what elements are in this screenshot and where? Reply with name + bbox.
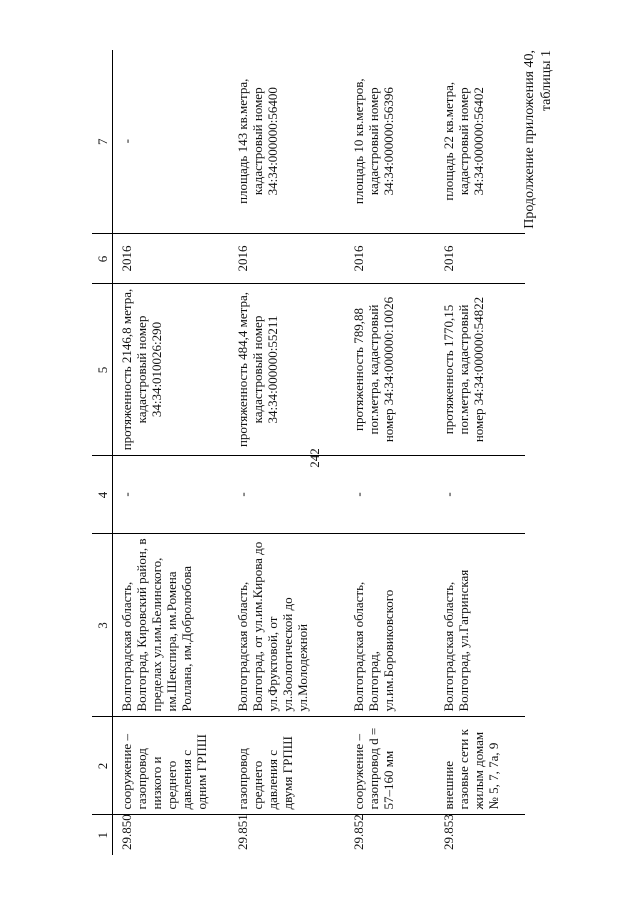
year: 2016 — [345, 234, 435, 284]
row-number: 29.853 — [440, 814, 456, 850]
object-address: Волгоградская область, Волгоград, от ул.им.Кирова до ул.Фруктовой, от ул.Зоологической до ул.Молодежной — [229, 534, 345, 717]
object-characteristics: протяженность 789,88 пог.метра, кадастровый номер 34:34:000000:10026 — [345, 284, 435, 456]
col-header-2: 2 — [92, 717, 113, 815]
object-address: Волгоградская область, Волгоград, Кировский район, в пределах ул.им.Белинского, им.Шекспира, им.Ромена Роллана, им.Добролюбова — [113, 534, 229, 717]
extra-info: площадь 143 кв.метра, кадастровый номер 34:34:000000:56400 — [229, 50, 345, 234]
table-row — [345, 50, 435, 855]
object-characteristics: протяженность 2146,8 метра, кадастровый номер 34:34:010026:290 — [113, 284, 229, 456]
row-number: 29.851 — [234, 814, 250, 850]
object-characteristics: протяженность 484,4 метра, кадастровый номер 34:34:000000:55211 — [229, 284, 345, 456]
object-address: Волгоградская область, Волгоград, ул.Гагринская — [435, 534, 525, 717]
year: 2016 — [435, 234, 525, 284]
col-header-6: 6 — [92, 234, 113, 284]
col-header-1: 1 — [92, 815, 113, 855]
col-header-4: 4 — [92, 456, 113, 534]
table-row — [435, 50, 525, 855]
col4-value: - — [229, 456, 345, 534]
year: 2016 — [229, 234, 345, 284]
year: 2016 — [113, 234, 229, 284]
table-row — [113, 50, 229, 855]
object-characteristics: протяженность 1770,15 пог.метра, кадастровый номер 34:34:000000:54822 — [435, 284, 525, 456]
col-header-5: 5 — [92, 284, 113, 456]
col4-value: - — [345, 456, 435, 534]
col4-value: - — [113, 456, 229, 534]
table-row — [229, 50, 345, 855]
caption-line-1: Продолжение приложения 40, — [522, 50, 537, 229]
extra-info: площадь 22 кв.метра, кадастровый номер 34:34:000000:56402 — [435, 50, 525, 234]
col-header-3: 3 — [92, 534, 113, 717]
row-number: 29.852 — [350, 814, 366, 850]
object-address: Волгоградская область, Волгоград, ул.им.Боровиковского — [345, 534, 435, 717]
object-name: внешние газовые сети к жилым домам № 5, 7, 7а, 9 — [435, 717, 525, 815]
data-table — [92, 50, 525, 855]
object-name: газопровод среднего давления с двумя ГРПШ — [229, 717, 345, 815]
object-name: сооружение – газопровод d = 57–160 мм — [345, 717, 435, 815]
extra-info: площадь 10 кв.метров, кадастровый номер 34:34:000000:56396 — [345, 50, 435, 234]
object-name: сооружение – газопровод низкого и среднего давления с одним ГРПШ — [113, 717, 229, 815]
extra-info: - — [113, 50, 229, 234]
caption-line-2: таблицы 1 — [539, 50, 554, 112]
row-number: 29.850 — [119, 814, 134, 850]
page-number: 242 — [307, 448, 322, 468]
col4-value: - — [435, 456, 525, 534]
col-header-7: 7 — [92, 50, 113, 234]
header-row — [92, 50, 113, 855]
rotated-table-container — [92, 50, 532, 855]
